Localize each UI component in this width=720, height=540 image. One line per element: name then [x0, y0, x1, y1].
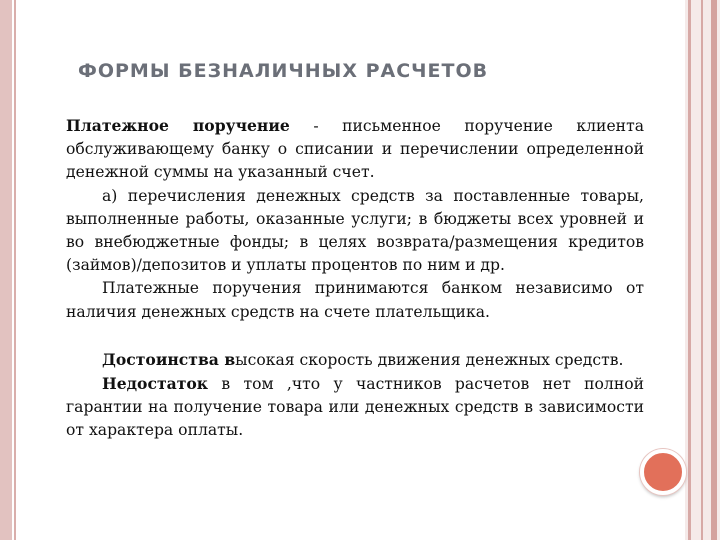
- paragraph-definition: [66, 114, 644, 185]
- right-border-line: [711, 0, 717, 540]
- left-border-outer: [0, 0, 12, 540]
- term-advantages: Достоинства в: [102, 349, 236, 369]
- paragraph-disadvantage: [66, 372, 644, 443]
- paragraph-purposes: а) перечисления денежных средств за поставленные товары, выполненные работы, оказанные услуги; в бюджеты всех уровней и во внебюджетные фонды; в целях возврата/размещения кредитов (займов)/депозитов и уплаты процентов по ним и др.: [66, 186, 644, 275]
- definition-text: - письменное поручение клиента обслуживающему банку о списании и перечислении определенной денежной суммы на указанный счет.: [66, 117, 644, 182]
- term-payment-order: Платежное поручение: [66, 116, 290, 135]
- spacer: [66, 324, 644, 348]
- paragraph-acceptance: Платежные поручения принимаются банком независимо от наличия денежных средств на счете плательщика.: [66, 279, 644, 321]
- disadvantage-text: в том ,что у частников расчетов нет полной гарантии на получение товара или денежных средств в зависимости от характера оплаты.: [66, 375, 644, 440]
- advantages-text: ысокая скорость движения денежных средств.: [235, 350, 624, 369]
- slide-content: [66, 114, 644, 443]
- right-border-line: [688, 0, 691, 540]
- right-border-line: [701, 0, 703, 540]
- term-disadvantage: Недостаток: [102, 374, 209, 394]
- paragraph-advantages: [66, 348, 644, 372]
- slide-title: ФОРМЫ БЕЗНАЛИЧНЫХ РАСЧЕТОВ: [78, 60, 489, 82]
- decorative-circle: [640, 449, 686, 495]
- left-border-inner: [14, 0, 16, 540]
